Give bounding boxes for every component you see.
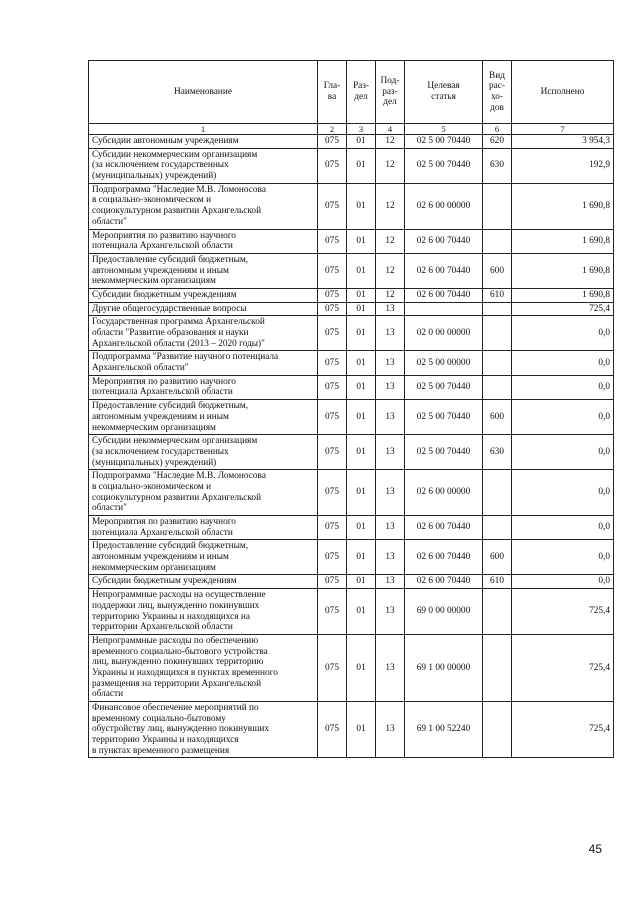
- column-number-row: [89, 124, 614, 135]
- row-glava: 075: [318, 634, 347, 701]
- row-statya: 02 6 00 70440: [405, 540, 483, 575]
- table-body: [89, 135, 614, 758]
- row-podrazdel: 12: [376, 148, 405, 183]
- row-vid: 620: [483, 135, 512, 149]
- table-row: [89, 351, 614, 375]
- row-vid: 630: [483, 148, 512, 183]
- row-glava: 075: [318, 435, 347, 470]
- row-name: Другие общегосударственные вопросы: [89, 302, 318, 316]
- row-name: Финансовое обеспечение мероприятий по временному социально-бытовому обустройству лиц, вынужденно покинувших территорию Украины и находящихся в пунктах временного размещения: [89, 702, 318, 758]
- row-vid: [483, 375, 512, 399]
- row-vid: [483, 183, 512, 229]
- table-row: [89, 634, 614, 701]
- row-razdel: 01: [347, 516, 376, 540]
- row-podrazdel: 13: [376, 470, 405, 516]
- row-podrazdel: 13: [376, 400, 405, 435]
- row-statya: 02 5 00 70440: [405, 148, 483, 183]
- row-value: 1 690,8: [512, 288, 614, 302]
- table-row: [89, 183, 614, 229]
- table-row: [89, 435, 614, 470]
- column-number: 5: [405, 124, 483, 135]
- row-razdel: 01: [347, 316, 376, 351]
- row-vid: 610: [483, 575, 512, 589]
- row-vid: [483, 351, 512, 375]
- row-glava: 075: [318, 575, 347, 589]
- row-name: Непрограммные расходы по обеспечению временного социально-бытового устройства лиц, вынужденно покинувших территорию Украины и находящихся в пунктах временного размещения на территории Архангельской области: [89, 634, 318, 701]
- row-razdel: 01: [347, 288, 376, 302]
- row-podrazdel: 13: [376, 575, 405, 589]
- header-name: Наименование: [89, 61, 318, 124]
- row-value: 0,0: [512, 316, 614, 351]
- row-name: Субсидии автономным учреждениям: [89, 135, 318, 149]
- column-number: 7: [512, 124, 614, 135]
- row-value: 0,0: [512, 540, 614, 575]
- row-name: Предоставление субсидий бюджетным, автономным учреждениям и иным некоммерческим организациям: [89, 253, 318, 288]
- row-vid: [483, 589, 512, 635]
- row-vid: [483, 470, 512, 516]
- row-podrazdel: 13: [376, 351, 405, 375]
- row-name: Субсидии бюджетным учреждениям: [89, 288, 318, 302]
- row-glava: 075: [318, 229, 347, 253]
- header-vid: Вид рас- хо- дов: [483, 61, 512, 124]
- row-podrazdel: 13: [376, 634, 405, 701]
- row-value: 725,4: [512, 589, 614, 635]
- row-name: Субсидии некоммерческим организациям (за исключением государственных (муниципальных) учреждений): [89, 435, 318, 470]
- row-value: 0,0: [512, 375, 614, 399]
- row-glava: 075: [318, 183, 347, 229]
- row-glava: 075: [318, 148, 347, 183]
- row-statya: 02 6 00 70440: [405, 288, 483, 302]
- table-header-row: [89, 61, 614, 124]
- row-statya: 02 5 00 70440: [405, 135, 483, 149]
- column-number: 6: [483, 124, 512, 135]
- document-page: [88, 60, 614, 758]
- row-vid: [483, 302, 512, 316]
- row-vid: [483, 634, 512, 701]
- row-statya: 02 6 00 00000: [405, 183, 483, 229]
- row-name: Государственная программа Архангельской области "Развитие образования и науки Архангельской области (2013 – 2020 годы)": [89, 316, 318, 351]
- table-row: [89, 516, 614, 540]
- header-value: Исполнено: [512, 61, 614, 124]
- row-statya: 02 6 00 70440: [405, 516, 483, 540]
- row-statya: 69 1 00 52240: [405, 702, 483, 758]
- row-glava: 075: [318, 375, 347, 399]
- table-row: [89, 400, 614, 435]
- row-statya: 02 5 00 70440: [405, 400, 483, 435]
- row-name: Непрограммные расходы на осуществление поддержки лиц, вынужденно покинувших территорию Украины и находящихся на территории Архангельской области: [89, 589, 318, 635]
- row-podrazdel: 13: [376, 375, 405, 399]
- row-podrazdel: 13: [376, 516, 405, 540]
- column-number: 3: [347, 124, 376, 135]
- row-razdel: 01: [347, 253, 376, 288]
- row-podrazdel: 12: [376, 253, 405, 288]
- row-value: 0,0: [512, 435, 614, 470]
- row-value: 1 690,8: [512, 229, 614, 253]
- row-vid: [483, 316, 512, 351]
- row-name: Подпрограмма "Развитие научного потенциала Архангельской области": [89, 351, 318, 375]
- row-statya: 02 5 00 70440: [405, 435, 483, 470]
- row-razdel: 01: [347, 702, 376, 758]
- row-statya: 02 6 00 70440: [405, 229, 483, 253]
- table-row: [89, 253, 614, 288]
- table-row: [89, 575, 614, 589]
- column-number: 4: [376, 124, 405, 135]
- row-statya: 02 5 00 00000: [405, 351, 483, 375]
- row-name: Мероприятия по развитию научного потенциала Архангельской области: [89, 229, 318, 253]
- row-name: Субсидии бюджетным учреждениям: [89, 575, 318, 589]
- row-podrazdel: 13: [376, 589, 405, 635]
- row-vid: 610: [483, 288, 512, 302]
- table-row: [89, 135, 614, 149]
- row-podrazdel: 13: [376, 702, 405, 758]
- row-glava: 075: [318, 351, 347, 375]
- row-statya: 02 0 00 00000: [405, 316, 483, 351]
- row-name: Подпрограмма "Наследие М.В. Ломоносова в социально-экономическом и социокультурном развитии Архангельской области": [89, 470, 318, 516]
- row-glava: 075: [318, 702, 347, 758]
- table-row: [89, 302, 614, 316]
- row-value: 3 954,3: [512, 135, 614, 149]
- row-razdel: 01: [347, 634, 376, 701]
- row-vid: [483, 702, 512, 758]
- row-statya: 02 5 00 70440: [405, 375, 483, 399]
- row-podrazdel: 12: [376, 288, 405, 302]
- row-razdel: 01: [347, 135, 376, 149]
- row-statya: 02 6 00 70440: [405, 253, 483, 288]
- row-glava: 075: [318, 470, 347, 516]
- table-row: [89, 540, 614, 575]
- budget-table: [88, 60, 614, 758]
- row-name: Предоставление субсидий бюджетным, автономным учреждениям и иным некоммерческим организациям: [89, 400, 318, 435]
- table-row: [89, 470, 614, 516]
- row-value: 725,4: [512, 702, 614, 758]
- header-razdel: Раз- дел: [347, 61, 376, 124]
- row-vid: 600: [483, 540, 512, 575]
- column-number: 1: [89, 124, 318, 135]
- row-glava: 075: [318, 316, 347, 351]
- row-name: Подпрограмма "Наследие М.В. Ломоносова в социально-экономическом и социокультурном развитии Архангельской области": [89, 183, 318, 229]
- header-statya: Целевая статья: [405, 61, 483, 124]
- row-razdel: 01: [347, 351, 376, 375]
- row-statya: 69 1 00 00000: [405, 634, 483, 701]
- row-podrazdel: 13: [376, 316, 405, 351]
- row-podrazdel: 13: [376, 302, 405, 316]
- row-value: 0,0: [512, 575, 614, 589]
- row-glava: 075: [318, 400, 347, 435]
- row-razdel: 01: [347, 540, 376, 575]
- row-vid: 600: [483, 253, 512, 288]
- row-razdel: 01: [347, 470, 376, 516]
- row-razdel: 01: [347, 589, 376, 635]
- row-glava: 075: [318, 516, 347, 540]
- row-razdel: 01: [347, 302, 376, 316]
- row-name: Предоставление субсидий бюджетным, автономным учреждениям и иным некоммерческим организациям: [89, 540, 318, 575]
- row-statya: 02 6 00 70440: [405, 575, 483, 589]
- row-glava: 075: [318, 253, 347, 288]
- row-value: 725,4: [512, 634, 614, 701]
- row-podrazdel: 12: [376, 229, 405, 253]
- row-vid: [483, 516, 512, 540]
- row-statya: 02 6 00 00000: [405, 470, 483, 516]
- row-vid: 630: [483, 435, 512, 470]
- row-podrazdel: 12: [376, 183, 405, 229]
- row-value: 0,0: [512, 516, 614, 540]
- table-row: [89, 702, 614, 758]
- row-razdel: 01: [347, 229, 376, 253]
- row-vid: [483, 229, 512, 253]
- row-value: 0,0: [512, 351, 614, 375]
- row-statya: [405, 302, 483, 316]
- table-row: [89, 316, 614, 351]
- table-row: [89, 229, 614, 253]
- table-row: [89, 288, 614, 302]
- row-name: Мероприятия по развитию научного потенциала Архангельской области: [89, 516, 318, 540]
- row-glava: 075: [318, 135, 347, 149]
- row-glava: 075: [318, 302, 347, 316]
- row-glava: 075: [318, 589, 347, 635]
- header-glava: Гла- ва: [318, 61, 347, 124]
- row-podrazdel: 12: [376, 135, 405, 149]
- row-value: 0,0: [512, 470, 614, 516]
- row-value: 725,4: [512, 302, 614, 316]
- row-razdel: 01: [347, 435, 376, 470]
- row-razdel: 01: [347, 148, 376, 183]
- row-value: 1 690,8: [512, 253, 614, 288]
- row-razdel: 01: [347, 575, 376, 589]
- row-glava: 075: [318, 288, 347, 302]
- table-row: [89, 589, 614, 635]
- table-row: [89, 148, 614, 183]
- row-value: 0,0: [512, 400, 614, 435]
- row-razdel: 01: [347, 400, 376, 435]
- row-razdel: 01: [347, 183, 376, 229]
- row-glava: 075: [318, 540, 347, 575]
- page-number: 45: [588, 842, 602, 856]
- row-podrazdel: 13: [376, 435, 405, 470]
- row-podrazdel: 13: [376, 540, 405, 575]
- row-razdel: 01: [347, 375, 376, 399]
- row-name: Мероприятия по развитию научного потенциала Архангельской области: [89, 375, 318, 399]
- column-number: 2: [318, 124, 347, 135]
- row-name: Субсидии некоммерческим организациям (за исключением государственных (муниципальных) учреждений): [89, 148, 318, 183]
- header-podrazdel: Под- раз- дел: [376, 61, 405, 124]
- row-value: 192,9: [512, 148, 614, 183]
- row-vid: 600: [483, 400, 512, 435]
- table-row: [89, 375, 614, 399]
- row-value: 1 690,8: [512, 183, 614, 229]
- row-statya: 69 0 00 00000: [405, 589, 483, 635]
